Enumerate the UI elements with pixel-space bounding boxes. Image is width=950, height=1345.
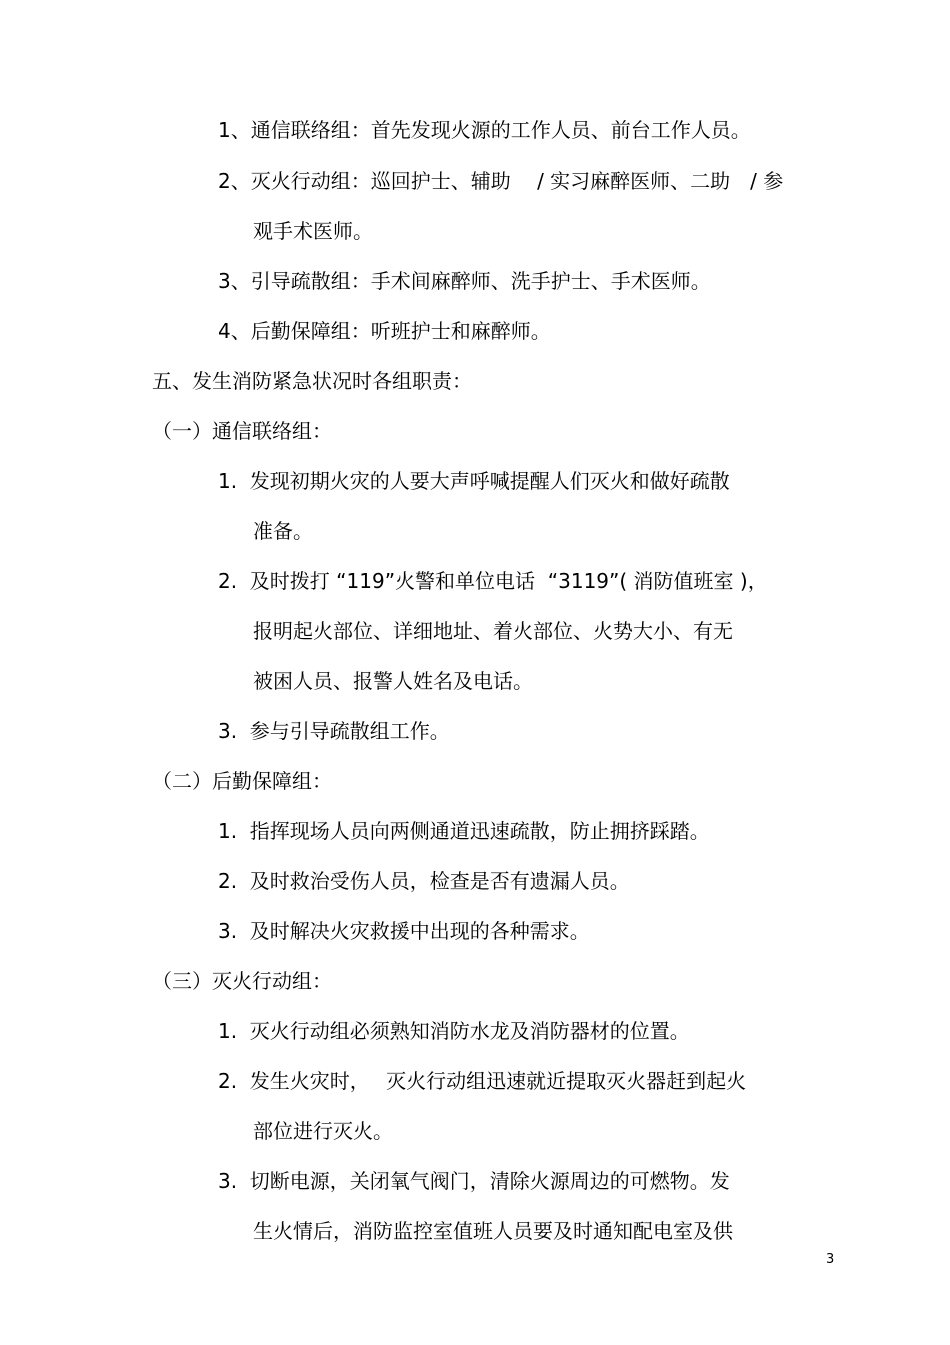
section-5-title: 五、发生消防紧急状况时各组职责： — [152, 369, 472, 393]
intro-item-2-cont: 观手术医师。 — [253, 219, 373, 243]
group1-line-2: 准备。 — [253, 519, 313, 543]
group1-line-3: 2. 及时拨打 “119”火警和单位电话 “3119”( 消防值班室 )， — [218, 569, 768, 593]
intro-item-1: 1、通信联络组：首先发现火源的工作人员、前台工作人员。 — [218, 118, 751, 142]
group1-title: （一）通信联络组： — [152, 419, 332, 443]
intro-item-2: 2、灭火行动组：巡回护士、辅助 / 实习麻醉医师、二助 / 参 — [218, 169, 784, 193]
group1-line-6: 3. 参与引导疏散组工作。 — [218, 719, 450, 743]
intro-item-3: 3、引导疏散组：手术间麻醉师、洗手护士、手术医师。 — [218, 269, 711, 293]
group1-line-5: 被困人员、报警人姓名及电话。 — [253, 669, 533, 693]
group2-line-1: 1. 指挥现场人员向两侧通道迅速疏散，防止拥挤踩踏。 — [218, 819, 710, 843]
group2-line-2: 2. 及时救治受伤人员，检查是否有遗漏人员。 — [218, 869, 630, 893]
group3-line-1: 1. 灭火行动组必须熟知消防水龙及消防器材的位置。 — [218, 1019, 690, 1043]
page-number: 3 — [826, 1252, 835, 1267]
group2-title: （二）后勤保障组： — [152, 769, 332, 793]
intro-item-4: 4、后勤保障组：听班护士和麻醉师。 — [218, 319, 551, 343]
group2-line-3: 3. 及时解决火灾救援中出现的各种需求。 — [218, 919, 590, 943]
group3-line-2: 2. 发生火灾时， 灭火行动组迅速就近提取灭火器赶到起火 — [218, 1069, 747, 1093]
group1-line-1: 1. 发现初期火灾的人要大声呼喊提醒人们灭火和做好疏散 — [218, 469, 730, 493]
group3-line-5: 生火情后，消防监控室值班人员要及时通知配电室及供 — [253, 1219, 733, 1243]
group3-line-4: 3. 切断电源，关闭氧气阀门，清除火源周边的可燃物。发 — [218, 1169, 730, 1193]
group3-line-3: 部位进行灭火。 — [253, 1119, 393, 1143]
group3-title: （三）灭火行动组： — [152, 969, 332, 993]
group1-line-4: 报明起火部位、详细地址、着火部位、火势大小、有无 — [253, 619, 733, 643]
